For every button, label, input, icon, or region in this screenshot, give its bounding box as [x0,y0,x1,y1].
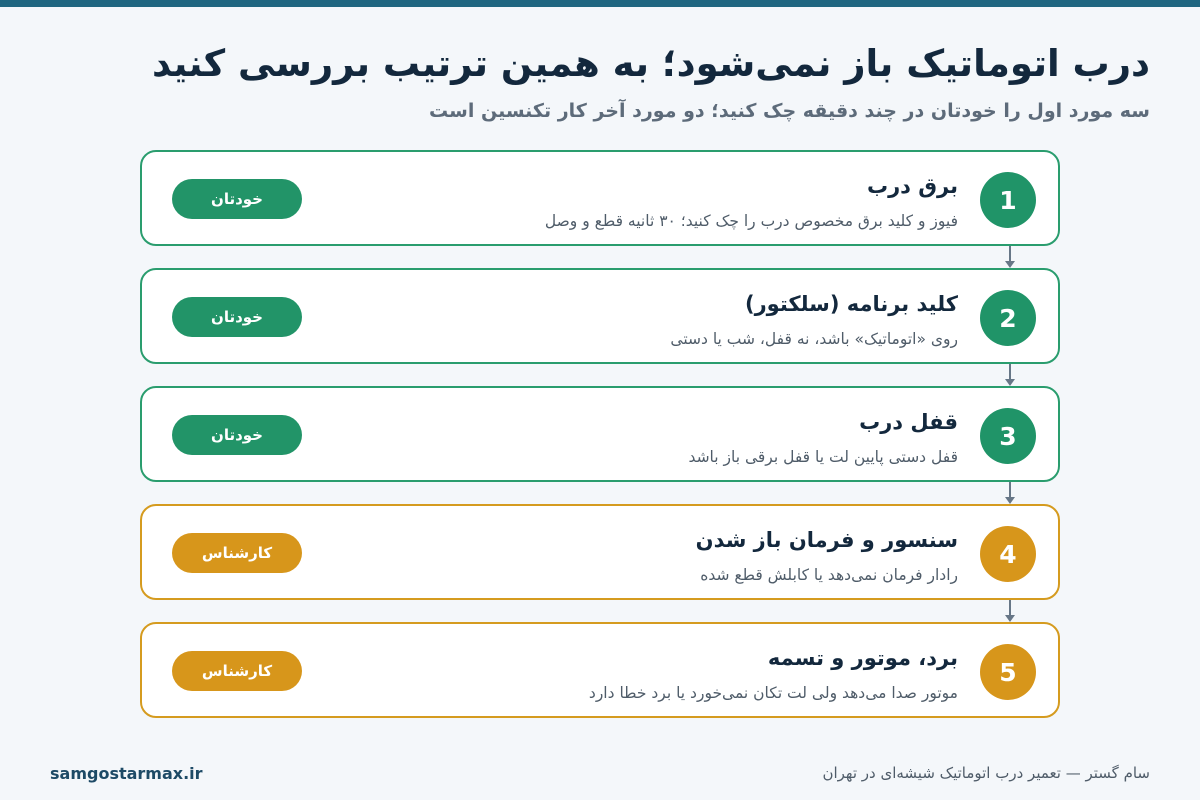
step-card-1 [140,150,1060,246]
responsibility-badge: کارشناس [172,651,302,691]
responsibility-badge: خودتان [172,179,302,219]
step-title: قفل درب [859,410,958,434]
down-arrow-icon [1006,600,1014,624]
step-number-badge: 1 [980,172,1036,228]
step-description: رادار فرمان نمی‌دهد یا کابلش قطع شده [700,566,958,584]
down-arrow-icon [1006,482,1014,506]
down-arrow-icon [1006,246,1014,270]
page-subtitle: سه مورد اول را خودتان در چند دقیقه چک کنید؛ دو مورد آخر کار تکنسین است [429,100,1150,122]
step-description: فیوز و کلید برق مخصوص درب را چک کنید؛ ۳۰ ثانیه قطع و وصل [544,212,958,230]
steps-flow [140,150,1060,720]
responsibility-badge: کارشناس [172,533,302,573]
step-number-badge: 4 [980,526,1036,582]
footer-credit: سام گستر — تعمیر درب اتوماتیک شیشه‌ای در تهران [822,764,1150,782]
responsibility-badge: خودتان [172,415,302,455]
step-title: سنسور و فرمان باز شدن [695,528,958,552]
top-accent-bar [0,0,1200,7]
step-title: کلید برنامه (سلکتور) [744,292,958,316]
responsibility-badge: خودتان [172,297,302,337]
step-card-3 [140,386,1060,482]
step-number-badge: 5 [980,644,1036,700]
step-card-2 [140,268,1060,364]
step-number-badge: 3 [980,408,1036,464]
step-card-5 [140,622,1060,718]
step-number-badge: 2 [980,290,1036,346]
down-arrow-icon [1006,364,1014,388]
step-description: قفل دستی پایین لت یا قفل برقی باز باشد [688,448,958,466]
step-card-4 [140,504,1060,600]
step-title: برق درب [866,174,958,198]
step-description: موتور صدا می‌دهد ولی لت تکان نمی‌خورد یا برد خطا دارد [588,684,958,702]
step-title: برد، موتور و تسمه [767,646,958,670]
footer-website-link[interactable]: samgostarmax.ir [50,764,203,783]
step-description: روی «اتوماتیک» باشد، نه قفل، شب یا دستی [670,330,958,348]
page-title: درب اتوماتیک باز نمی‌شود؛ به همین ترتیب بررسی کنید [152,42,1150,85]
